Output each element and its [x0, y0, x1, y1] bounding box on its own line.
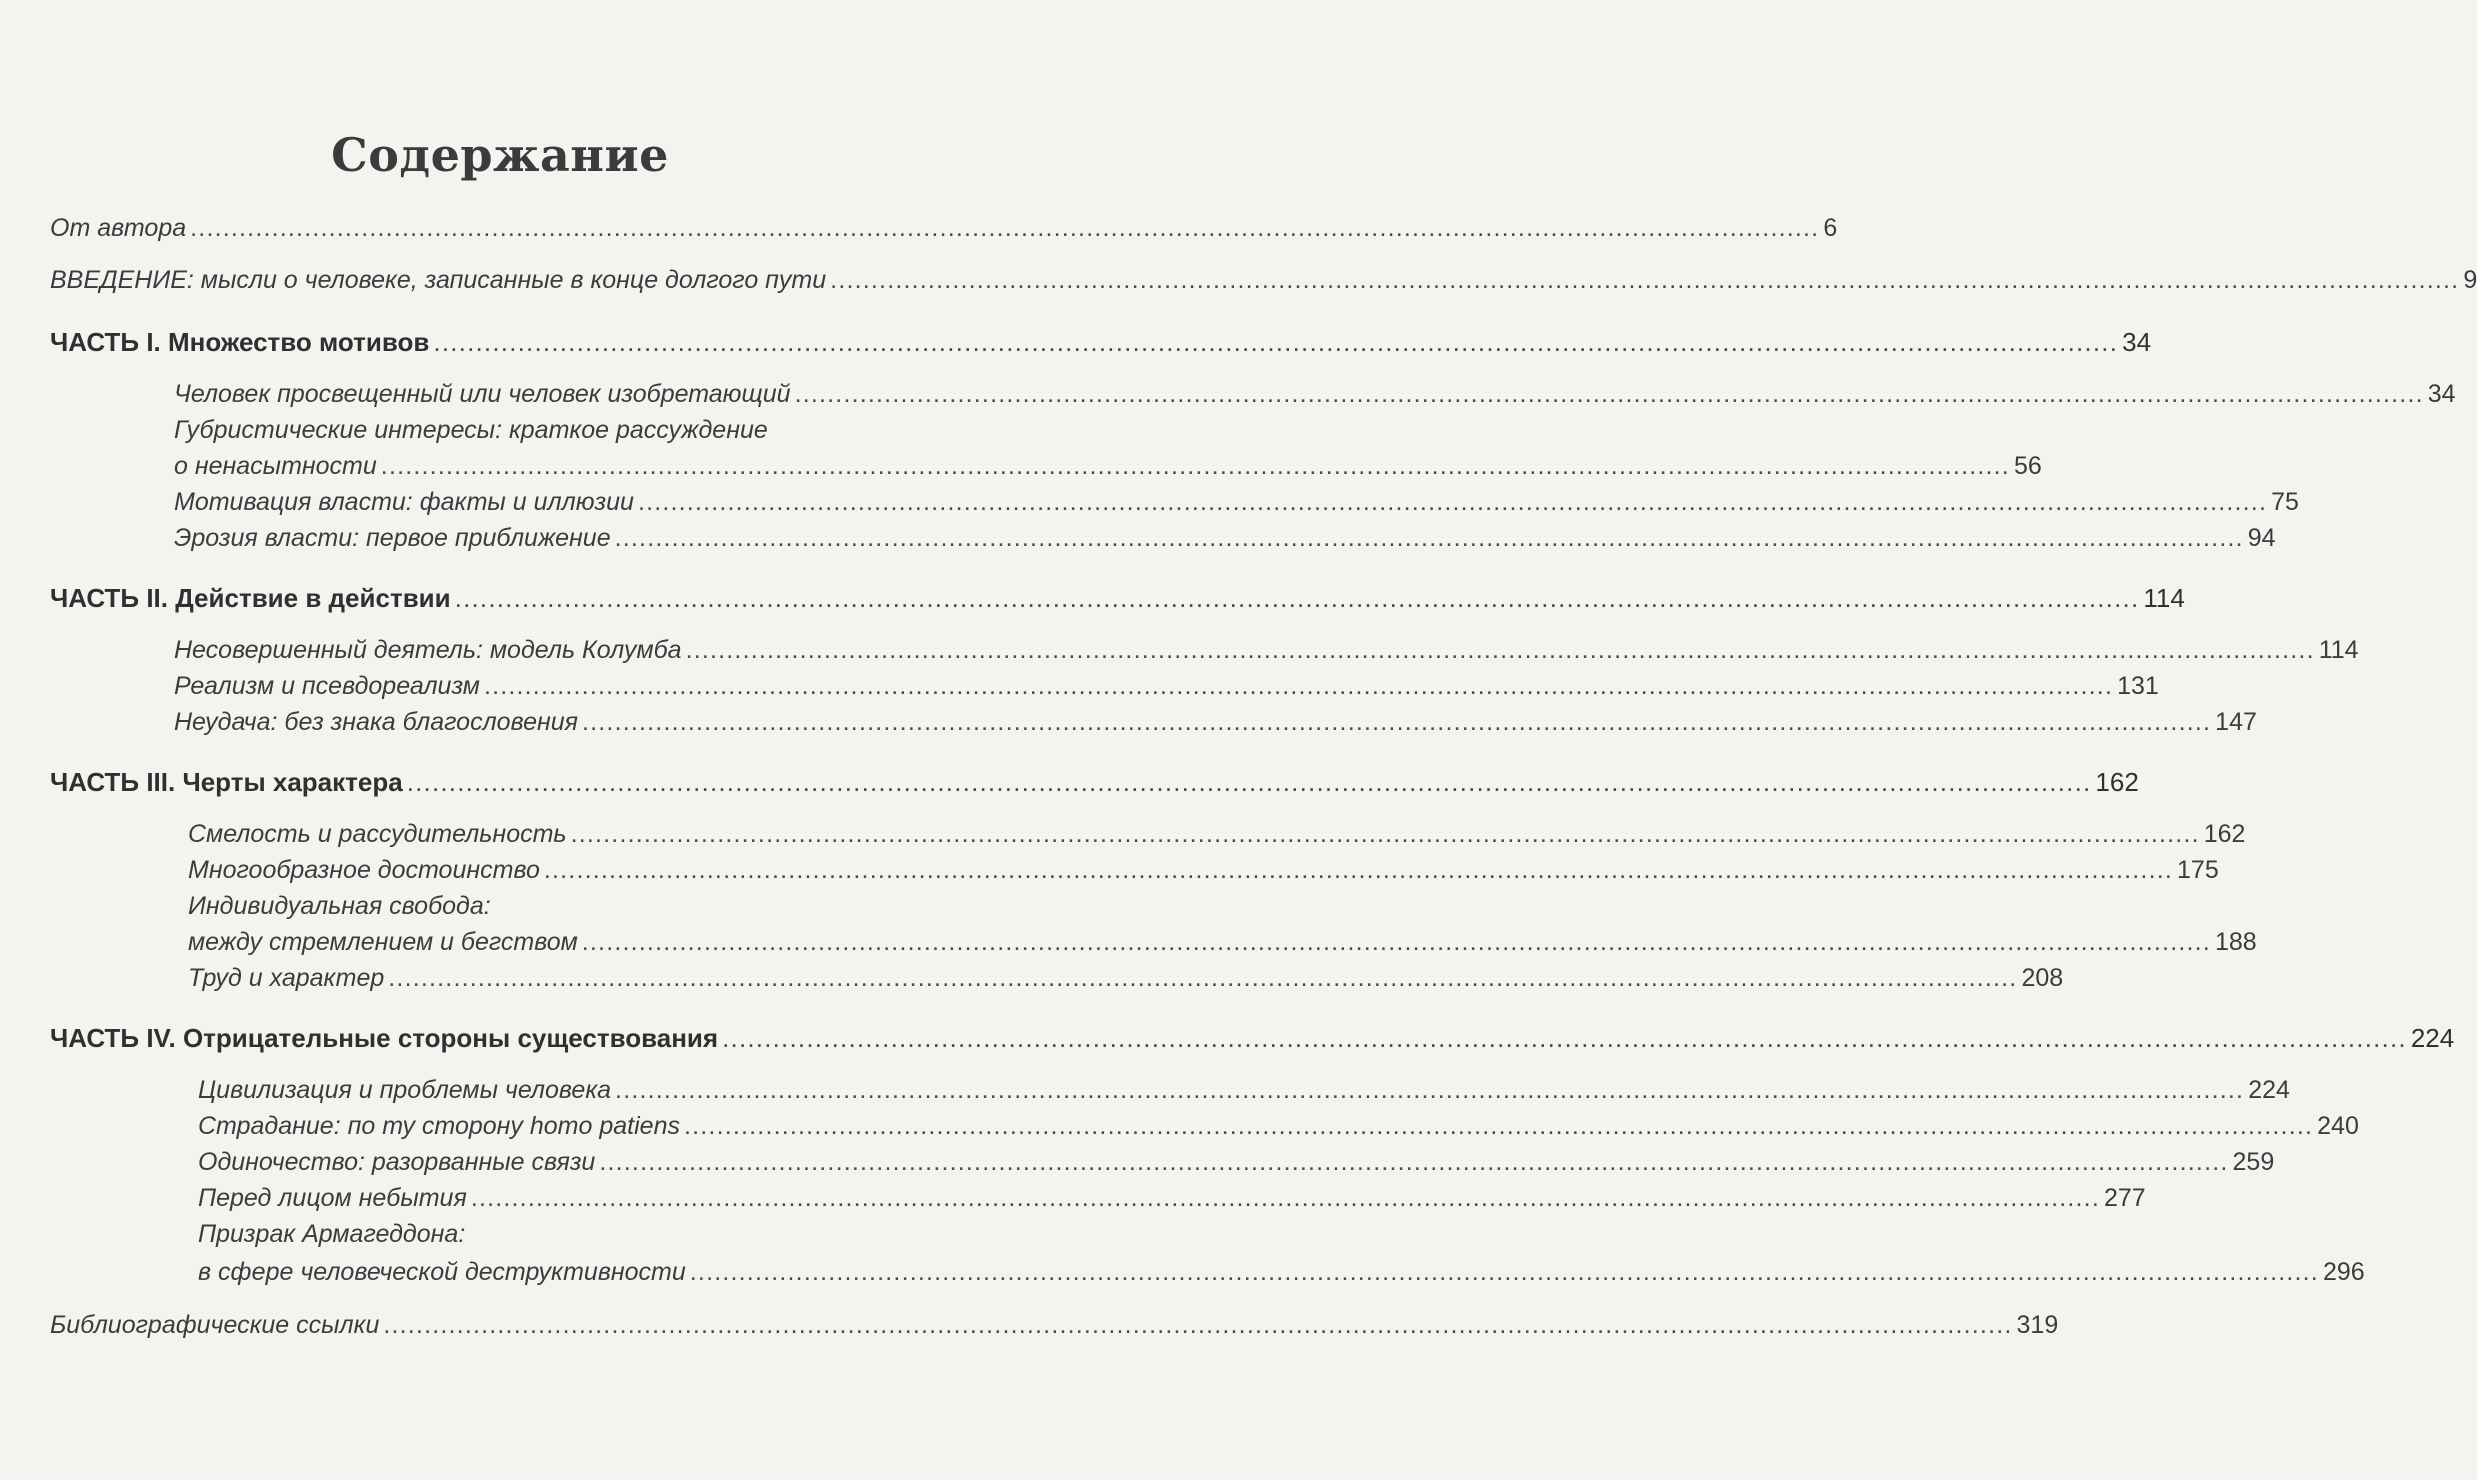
toc-chapter-armageddon[interactable] — [198, 1258, 2365, 1286]
toc-entry-bibliography[interactable] — [50, 1311, 2059, 1339]
leader-dots: ........................................................................................................................................................................................................ — [599, 1148, 2229, 1176]
leader-dots: ........................................................................................................................................................................................................ — [794, 380, 2424, 408]
toc-part-4[interactable] — [50, 1023, 2455, 1053]
leader-dots: ........................................................................................................................................................................................................ — [190, 214, 1820, 242]
toc-entry-text: о ненасытности — [174, 452, 377, 480]
toc-chapter-dignity[interactable] — [188, 856, 2219, 884]
toc-page-number: 175 — [2177, 856, 2219, 884]
toc-chapter-loneliness[interactable] — [198, 1148, 2275, 1176]
toc-page-number: 94 — [2247, 524, 2276, 552]
leader-dots: ........................................................................................................................................................................................................ — [570, 820, 2200, 848]
toc-chapter-hubristic-interests[interactable] — [174, 452, 2042, 480]
toc-entry-text: Мотивация власти: факты и иллюзии — [174, 488, 634, 516]
leader-dots: ........................................................................................................................................................................................................ — [722, 1023, 2407, 1053]
leader-dots: ........................................................................................................................................................................................................ — [388, 964, 2018, 992]
toc-entry-introduction[interactable] — [50, 266, 2477, 294]
toc-chapter-failure[interactable] — [174, 708, 2257, 736]
toc-chapter-enlightened-man[interactable] — [174, 380, 2456, 408]
toc-entry-text-line1[interactable]: Призрак Армагеддона: — [198, 1220, 466, 1248]
leader-dots: ........................................................................................................................................................................................................ — [614, 524, 2244, 552]
toc-page-number: 6 — [1823, 214, 1838, 242]
toc-entry-text: Смелость и рассудительность — [188, 820, 567, 848]
leader-dots: ........................................................................................................................................................................................................ — [433, 327, 2119, 357]
toc-entry-text: Цивилизация и проблемы человека — [198, 1076, 612, 1104]
toc-entry-text: Библиографические ссылки — [50, 1311, 380, 1339]
leader-dots: ........................................................................................................................................................................................................ — [483, 672, 2114, 700]
toc-entry-text: Многообразное достоинство — [188, 856, 540, 884]
leader-dots: ........................................................................................................................................................................................................ — [637, 488, 2268, 516]
toc-part-2[interactable] — [50, 583, 2185, 613]
toc-entry-text: между стремлением и бегством — [188, 928, 578, 956]
leader-dots: ........................................................................................................................................................................................................ — [380, 452, 2010, 480]
toc-part-title: ЧАСТЬ IV. Отрицательные стороны существования — [50, 1023, 719, 1053]
leader-dots: ........................................................................................................................................................................................................ — [543, 856, 2174, 884]
toc-part-1[interactable] — [50, 327, 2152, 357]
toc-page-number: 162 — [2095, 767, 2139, 797]
toc-entry-text: Страдание: по ту сторону homo patiens — [198, 1112, 680, 1140]
toc-entry-text: в сфере человеческой деструктивности — [198, 1258, 686, 1286]
toc-page-number: 277 — [2103, 1184, 2146, 1212]
toc-part-3[interactable] — [50, 767, 2139, 797]
leader-dots: ........................................................................................................................................................................................................ — [582, 708, 2212, 736]
toc-page-number: 34 — [2122, 327, 2152, 357]
page-title: Содержание — [331, 128, 669, 182]
toc-page-number: 319 — [2016, 1311, 2059, 1339]
toc-entry-text: Неудача: без знака благословения — [174, 708, 578, 736]
toc-entry-text: Одиночество: разорванные связи — [198, 1148, 596, 1176]
toc-entry-text: Несовершенный деятель: модель Колумба — [174, 636, 682, 664]
toc-entry-text: От автора — [50, 214, 187, 242]
toc-page-number: 224 — [2410, 1023, 2455, 1053]
toc-part-title: ЧАСТЬ III. Черты характера — [50, 767, 403, 797]
toc-part-title: ЧАСТЬ II. Действие в действии — [50, 583, 451, 613]
leader-dots: ........................................................................................................................................................................................................ — [406, 767, 2092, 797]
leader-dots: ........................................................................................................................................................................................................ — [689, 1258, 2319, 1286]
toc-chapter-civilization[interactable] — [198, 1076, 2290, 1104]
leader-dots: ........................................................................................................................................................................................................ — [383, 1311, 2013, 1339]
toc-chapter-power-motivation[interactable] — [174, 488, 2299, 516]
toc-entry-text: Эрозия власти: первое приближение — [174, 524, 611, 552]
toc-chapter-imperfect-actor[interactable] — [174, 636, 2359, 664]
toc-entry-text-line1[interactable]: Губристические интересы: краткое рассуждение — [174, 416, 768, 444]
toc-entry-text-line1[interactable]: Индивидуальная свобода: — [188, 892, 491, 920]
toc-chapter-labor-character[interactable] — [188, 964, 2064, 992]
leader-dots: ........................................................................................................................................................................................................ — [615, 1076, 2245, 1104]
toc-chapter-realism[interactable] — [174, 672, 2159, 700]
toc-page-number: 259 — [2232, 1148, 2275, 1176]
toc-page-number: 208 — [2021, 964, 2064, 992]
toc-entry-text: Перед лицом небытия — [198, 1184, 467, 1212]
leader-dots: ........................................................................................................................................................................................................ — [685, 636, 2315, 664]
toc-page-number: 56 — [2013, 452, 2042, 480]
toc-entry-text: Труд и характер — [188, 964, 385, 992]
toc-part-title: ЧАСТЬ I. Множество мотивов — [50, 327, 430, 357]
toc-chapter-nonbeing[interactable] — [198, 1184, 2146, 1212]
leader-dots: ........................................................................................................................................................................................................ — [830, 266, 2460, 294]
toc-page-number: 147 — [2215, 708, 2257, 736]
toc-entry-author-preface[interactable] — [50, 214, 1838, 242]
toc-page-number: 162 — [2203, 820, 2246, 848]
toc-page-number: 188 — [2214, 928, 2257, 956]
toc-entry-text: ВВЕДЕНИЕ: мысли о человеке, записанные в конце долгого пути — [50, 266, 827, 294]
toc-page-number: 114 — [2318, 636, 2359, 664]
toc-page-number: 240 — [2317, 1112, 2359, 1140]
leader-dots: ........................................................................................................................................................................................................ — [683, 1112, 2314, 1140]
toc-entry-text: Человек просвещенный или человек изобретающий — [174, 380, 791, 408]
leader-dots: ........................................................................................................................................................................................................ — [470, 1184, 2100, 1212]
toc-chapter-power-erosion[interactable] — [174, 524, 2276, 552]
toc-page-number: 224 — [2248, 1076, 2290, 1104]
toc-page-number: 131 — [2117, 672, 2159, 700]
toc-page-number: 114 — [2143, 583, 2185, 613]
toc-chapter-individual-freedom[interactable] — [188, 928, 2257, 956]
leader-dots: ........................................................................................................................................................................................................ — [581, 928, 2211, 956]
toc-chapter-suffering[interactable] — [198, 1112, 2359, 1140]
toc-page-number: 75 — [2271, 488, 2299, 516]
toc-page-number: 9 — [2463, 266, 2477, 294]
leader-dots: ........................................................................................................................................................................................................ — [454, 583, 2140, 613]
toc-chapter-courage[interactable] — [188, 820, 2246, 848]
toc-page-number: 296 — [2322, 1258, 2365, 1286]
toc-entry-text: Реализм и псевдореализм — [174, 672, 480, 700]
toc-page-number: 34 — [2427, 380, 2456, 408]
